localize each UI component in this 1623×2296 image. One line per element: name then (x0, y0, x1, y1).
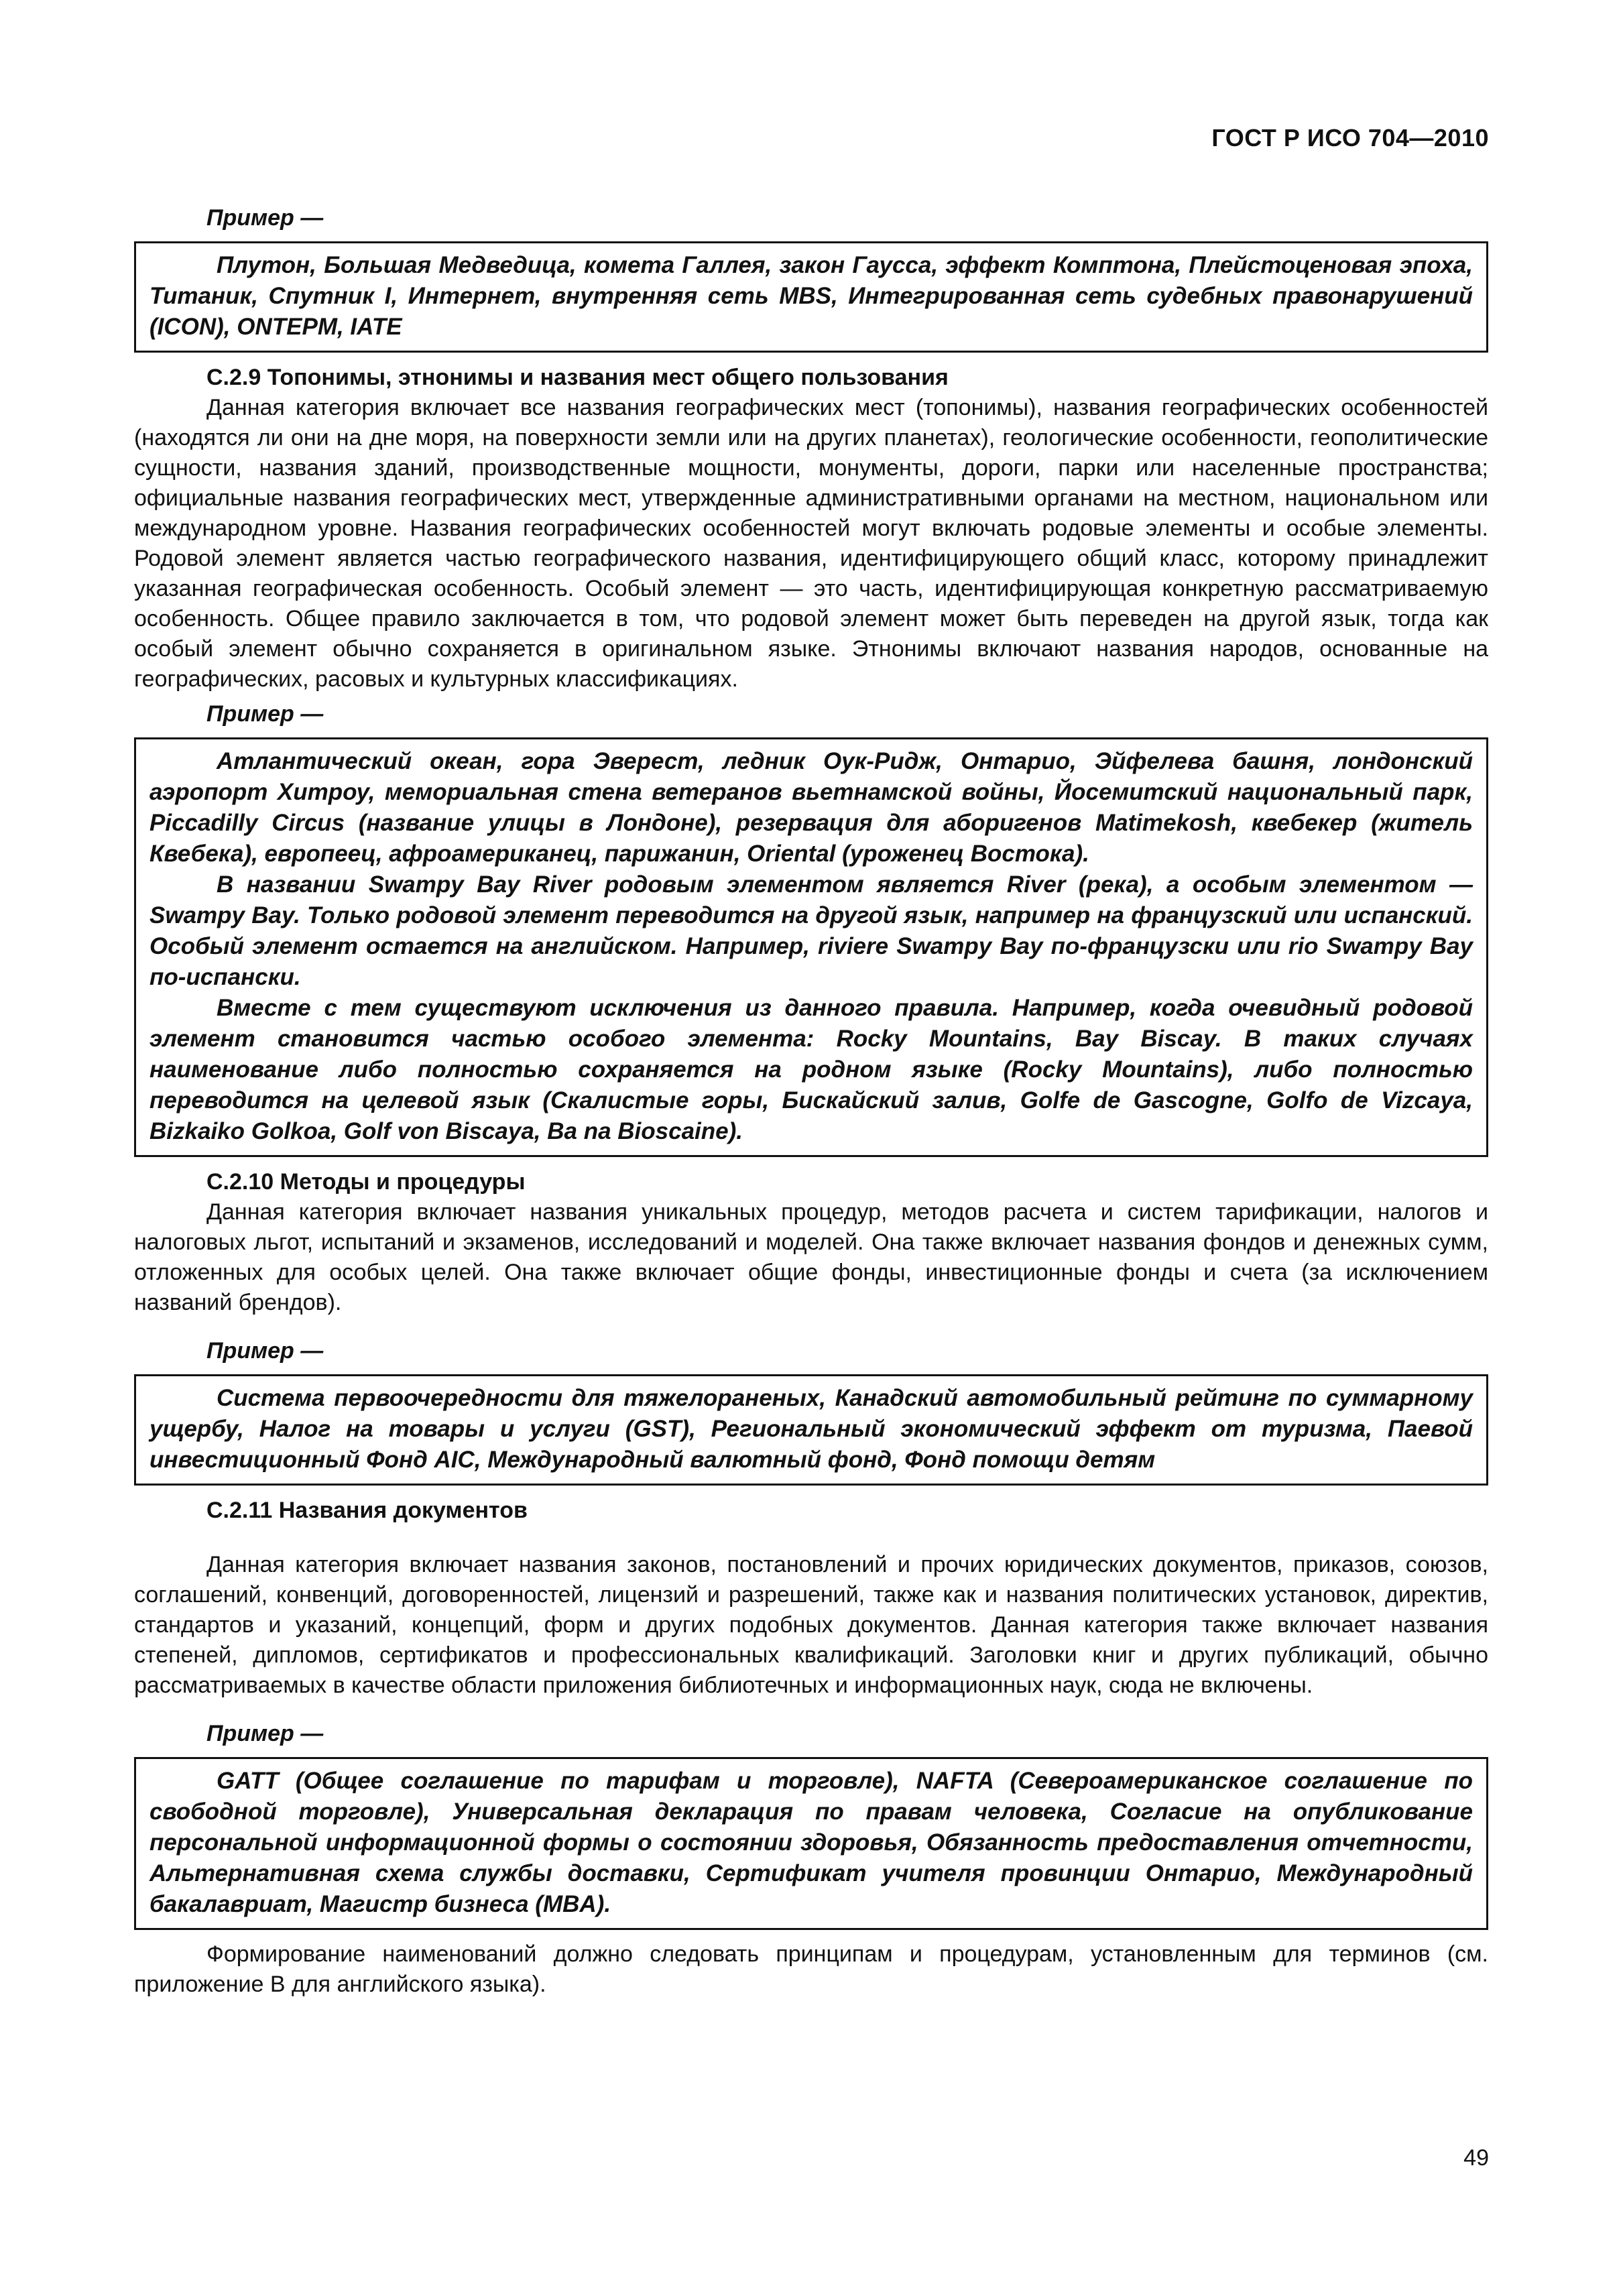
document-header: ГОСТ Р ИСО 704—2010 (1211, 124, 1489, 152)
section-paragraph: Данная категория включает все названия географических мест (топонимы), названия географических особенностей (находятся ли они на дне моря, на поверхности земли или на других планетах), геологические особенности, геополитические сущности, названия зданий, производственные мощности, монументы, дороги, парки или населенные пространства; официальные названия географических мест, утвержденные административными органами на местном, национальном или международном уровне. Названия географических особенностей могут включать родовые элементы и особые элементы. Родовой элемент является частью географического названия, идентифицирующего общий класс, которому принадлежит указанная географическая особенность. Особый элемент — это часть, идентифицирующая конкретную рассматриваемую особенность. Общее правило заключается в том, что родовой элемент может быть переведен на другой язык, тогда как особый элемент обычно сохраняется в оригинальном языке. Этнонимы включают названия народов, основанные на географических, расовых и культурных классификациях. (134, 395, 1488, 692)
section-title-c-2-9: С.2.9 Топонимы, этнонимы и названия мест общего пользования (206, 365, 949, 390)
example-label: Пример — (206, 205, 324, 231)
example-box (134, 241, 1488, 353)
section-paragraph: Данная категория включает названия уникальных процедур, методов расчета и систем тарификации, налогов и налоговых льгот, испытаний и экзаменов, исследований и моделей. Она также включает названия фондов и денежных сумм, отложенных для особых целей. Она также включает общие фонды, инвестиционные фонды и счета (за исключением названий брендов). (134, 1199, 1488, 1315)
example-box (134, 737, 1488, 1157)
example-text: Атлантический океан, гора Эверест, ледник Оук-Ридж, Онтарио, Эйфелева башня, лондонский аэропорт Хитроу, мемориальная стена ветеранов вьетнамской войны, Йосемитский национальный парк, Piccadilly Circus (название улицы в Лондоне), резервация для аборигенов Matimekosh, квебекер (житель Квебека), европеец, афроамериканец, парижанин, Oriental (уроженец Востока). (149, 748, 1473, 867)
page-number: 49 (1463, 2145, 1489, 2171)
content-column (134, 198, 1488, 2000)
example-label: Пример — (206, 701, 324, 727)
section-paragraph: Данная категория включает названия законов, постановлений и прочих юридических документов, приказов, союзов, соглашений, конвенций, договоренностей, лицензий и разрешений, также как и названия политических установок, директив, стандартов и указаний, концепций, форм и других подобных документов. Данная категория также включает названия степеней, дипломов, сертификатов и профессиональных квалификаций. Заголовки книг и других публикаций, обычно рассматриваемых в качестве области приложения библиотечных и информационных наук, сюда не включены. (134, 1552, 1488, 1698)
example-text: Плутон, Большая Медведица, комета Галлея, закон Гаусса, эффект Комптона, Плейстоценовая эпоха, Титаник, Спутник I, Интернет, внутренняя сеть MBS, Интегрированная сеть судебных правонарушений (ICON), ONTEPM, IATE (149, 252, 1473, 340)
example-text: В названии Swampy Bay River родовым элементом является River (река), а особым элементом —Swampy Bay. Только родовой элемент переводится на другой язык, например на французский или испанский. Особый элемент остается на английском. Например, riviere Swampy Bay по-французски или rio Swampy Bay по-испански. (149, 871, 1473, 990)
section-title-c-2-10: С.2.10 Методы и процедуры (206, 1169, 526, 1195)
example-label: Пример — (206, 1338, 324, 1364)
section-title-c-2-11: С.2.11 Названия документов (206, 1498, 528, 1523)
example-text: GATT (Общее соглашение по тарифам и торговле), NAFTA (Североамериканское соглашение по свободной торговле), Универсальная декларация по правам человека, Согласие на опубликование персональной информационной формы о состоянии здоровья, Обязанность предоставления отчетности, Альтернативная схема службы доставки, Сертификат учителя провинции Онтарио, Международный бакалавриат, Магистр бизнеса (MBA). (149, 1768, 1473, 1917)
closing-paragraph: Формирование наименований должно следовать принципам и процедурам, установленным для терминов (см. приложение В для английского языка). (134, 1941, 1488, 1997)
example-box (134, 1374, 1488, 1486)
example-text: Система первоочередности для тяжелораненых, Канадский автомобильный рейтинг по суммарному ущербу, Налог на товары и услуги (GST), Региональный экономический эффект от туризма, Паевой инвестиционный Фонд AIC, Международный валютный фонд, Фонд помощи детям (149, 1385, 1473, 1473)
example-text: Вместе с тем существуют исключения из данного правила. Например, когда очевидный родовой элемент становится частью особого элемента: Rocky Mountains, Bay Biscay. В таких случаях наименование либо полностью сохраняется на родном языке (Rocky Mountains), либо полностью переводится на целевой язык (Скалистые горы, Бискайский залив, Golfe de Gascogne, Golfo de Vizcaya, Bizkaiko Golkoa, Golf von Biscaya, Ba na Bioscaine). (149, 995, 1473, 1144)
example-box (134, 1757, 1488, 1930)
example-label: Пример — (206, 1721, 324, 1746)
